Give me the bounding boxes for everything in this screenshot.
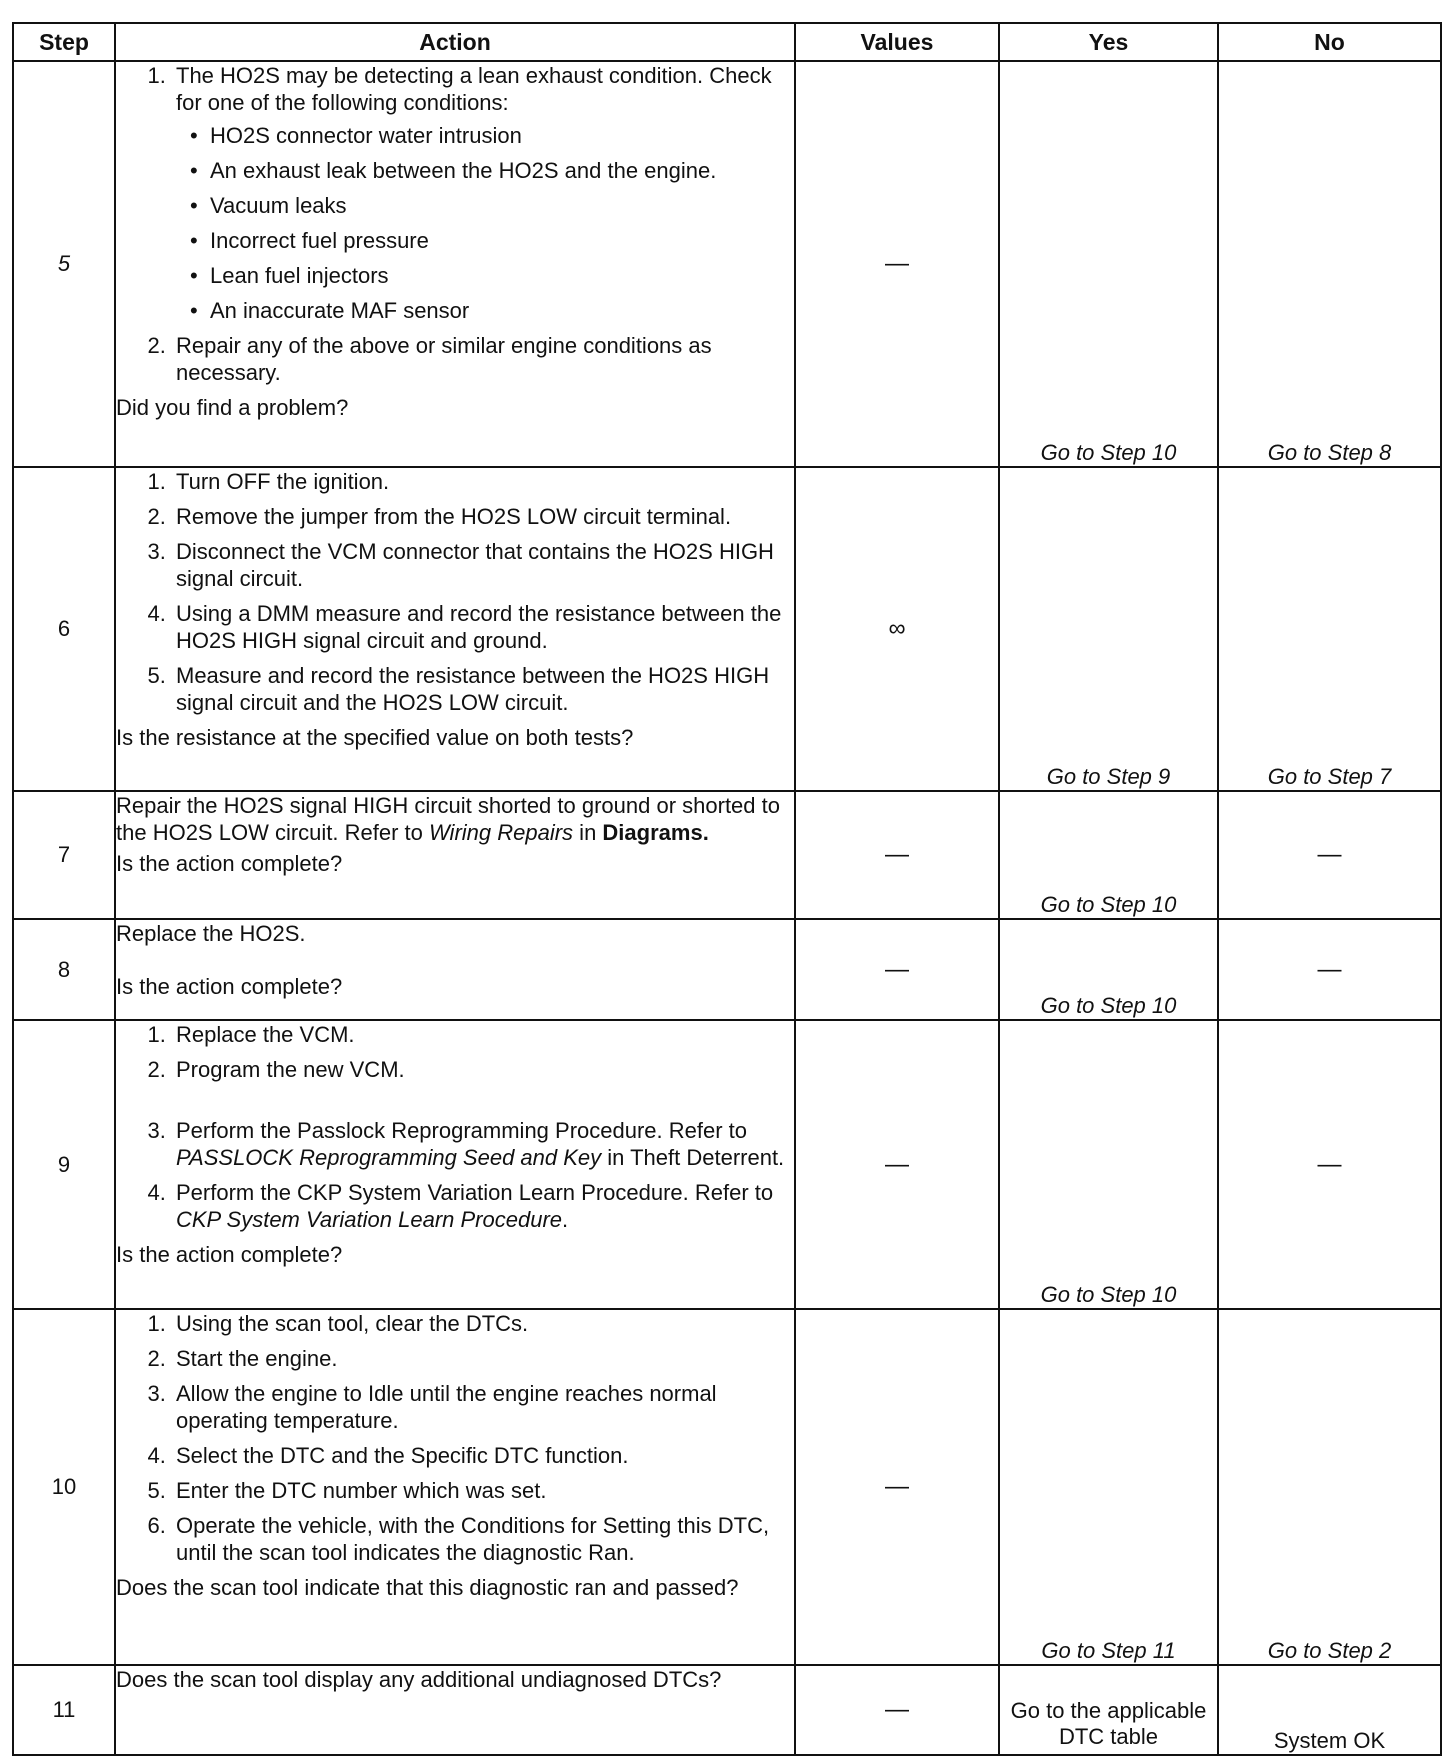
step-number: 7 [13, 791, 115, 919]
step-row-9 [13, 1020, 1441, 1309]
condition-item: • HO2S connector water intrusion [210, 122, 794, 149]
action-item: 3. Disconnect the VCM connector that contains the HO2S HIGH signal circuit. [172, 538, 794, 592]
yes-goto: Go to Step 10 [999, 61, 1218, 467]
header-action: Action [115, 23, 795, 61]
action-cell [115, 791, 795, 919]
action-item: 3. Allow the engine to Idle until the engine reaches normal operating temperature. [172, 1380, 794, 1434]
action-question: Is the action complete? [116, 851, 343, 876]
action-item [172, 1179, 794, 1233]
step-row-7 [13, 791, 1441, 919]
no-goto: System OK [1218, 1665, 1441, 1755]
action-cell [115, 61, 795, 467]
step-number: 9 [13, 1020, 115, 1309]
action-cell [115, 1309, 795, 1665]
header-no: No [1218, 23, 1441, 61]
reference-section: Diagrams. [602, 820, 709, 845]
value-cell: — [795, 1020, 999, 1309]
action-item: 5. Enter the DTC number which was set. [172, 1477, 794, 1504]
reference-link[interactable]: Wiring Repairs [428, 820, 574, 845]
action-text-part: Perform the Passlock Reprogramming Procedure. Refer to [176, 1118, 748, 1143]
action-item [172, 1117, 794, 1171]
condition-item: • An exhaust leak between the HO2S and the engine. [210, 157, 794, 184]
condition-list [176, 122, 794, 324]
step-row-11 [13, 1665, 1441, 1755]
header-row [13, 23, 1441, 61]
action-item: 1. Turn OFF the ignition. [172, 468, 794, 495]
step-number: 8 [13, 919, 115, 1020]
condition-item: • Vacuum leaks [210, 192, 794, 219]
action-item: 4. Select the DTC and the Specific DTC function. [172, 1442, 794, 1469]
step-number: 11 [13, 1665, 115, 1755]
action-text-part: in [573, 820, 603, 845]
action-item: 1. Replace the VCM. [172, 1021, 794, 1048]
action-cell [115, 919, 795, 1020]
yes-goto: Go to Step 10 [999, 919, 1218, 1020]
action-question: Is the action complete? [116, 1242, 343, 1267]
yes-goto: Go to Step 9 [999, 467, 1218, 791]
value-cell: — [795, 61, 999, 467]
action-text-part: Repair the HO2S signal HIGH circuit shorted to ground or shorted to the HO2S LOW circuit. Refer to [116, 793, 780, 845]
action-item: 2. Repair any of the above or similar engine conditions as necessary. [172, 332, 794, 386]
header-yes: Yes [999, 23, 1218, 61]
value-cell: — [795, 791, 999, 919]
action-cell [115, 1020, 795, 1309]
action-question: Did you find a problem? [116, 395, 349, 420]
value-cell: — [795, 919, 999, 1020]
reference-link[interactable]: CKP System Variation Learn Procedure [176, 1207, 562, 1232]
action-item: 4. Using a DMM measure and record the resistance between the HO2S HIGH signal circuit and ground. [172, 600, 794, 654]
value-cell: — [795, 1309, 999, 1665]
action-item: 2. Program the new VCM. [172, 1056, 794, 1083]
condition-item: • Lean fuel injectors [210, 262, 794, 289]
no-goto: — [1218, 919, 1441, 1020]
yes-goto: Go to Step 11 [999, 1309, 1218, 1665]
action-item: 2. Start the engine. [172, 1345, 794, 1372]
action-text-part: . [562, 1207, 569, 1232]
header-step: Step [13, 23, 115, 61]
value-cell: — [795, 1665, 999, 1755]
action-text-part: Perform the CKP System Variation Learn Procedure. Refer to [176, 1180, 774, 1205]
condition-item: • Incorrect fuel pressure [210, 227, 794, 254]
no-goto: Go to Step 2 [1218, 1309, 1441, 1665]
action-item [172, 62, 794, 324]
step-row-8 [13, 919, 1441, 1020]
header-values: Values [795, 23, 999, 61]
action-text: The HO2S may be detecting a lean exhaust condition. Check for one of the following conditions: [176, 63, 772, 115]
step-row-5 [13, 61, 1441, 467]
no-goto: — [1218, 791, 1441, 919]
yes-goto: Go to Step 10 [999, 791, 1218, 919]
action-text-part: in Theft Deterrent. [601, 1145, 785, 1170]
action-item: 6. Operate the vehicle, with the Conditions for Setting this DTC, until the scan tool indicates the diagnostic Ran. [172, 1512, 794, 1566]
action-text: Replace the HO2S. [116, 921, 306, 946]
action-item: 1. Using the scan tool, clear the DTCs. [172, 1310, 794, 1337]
reference-link[interactable]: PASSLOCK Reprogramming Seed and Key [176, 1145, 602, 1170]
step-number: 5 [13, 61, 115, 467]
action-text [116, 792, 794, 846]
step-row-6 [13, 467, 1441, 791]
no-goto: Go to Step 8 [1218, 61, 1441, 467]
action-question: Is the resistance at the specified value on both tests? [116, 725, 634, 750]
diagnostic-table [12, 22, 1442, 1756]
step-number: 10 [13, 1309, 115, 1665]
action-question: Does the scan tool display any additional undiagnosed DTCs? [116, 1667, 722, 1692]
value-cell: ∞ [795, 467, 999, 791]
no-goto: Go to Step 7 [1218, 467, 1441, 791]
action-item: 2. Remove the jumper from the HO2S LOW circuit terminal. [172, 503, 794, 530]
action-question: Is the action complete? [116, 974, 343, 999]
step-row-10 [13, 1309, 1441, 1665]
yes-goto: Go to Step 10 [999, 1020, 1218, 1309]
yes-goto: Go to the applicable DTC table [999, 1665, 1218, 1755]
condition-item: • An inaccurate MAF sensor [210, 297, 794, 324]
no-goto: — [1218, 1020, 1441, 1309]
action-cell [115, 1665, 795, 1755]
action-cell [115, 467, 795, 791]
action-question: Does the scan tool indicate that this diagnostic ran and passed? [116, 1575, 739, 1600]
step-number: 6 [13, 467, 115, 791]
action-item: 5. Measure and record the resistance between the HO2S HIGH signal circuit and the HO2S LOW circuit. [172, 662, 794, 716]
